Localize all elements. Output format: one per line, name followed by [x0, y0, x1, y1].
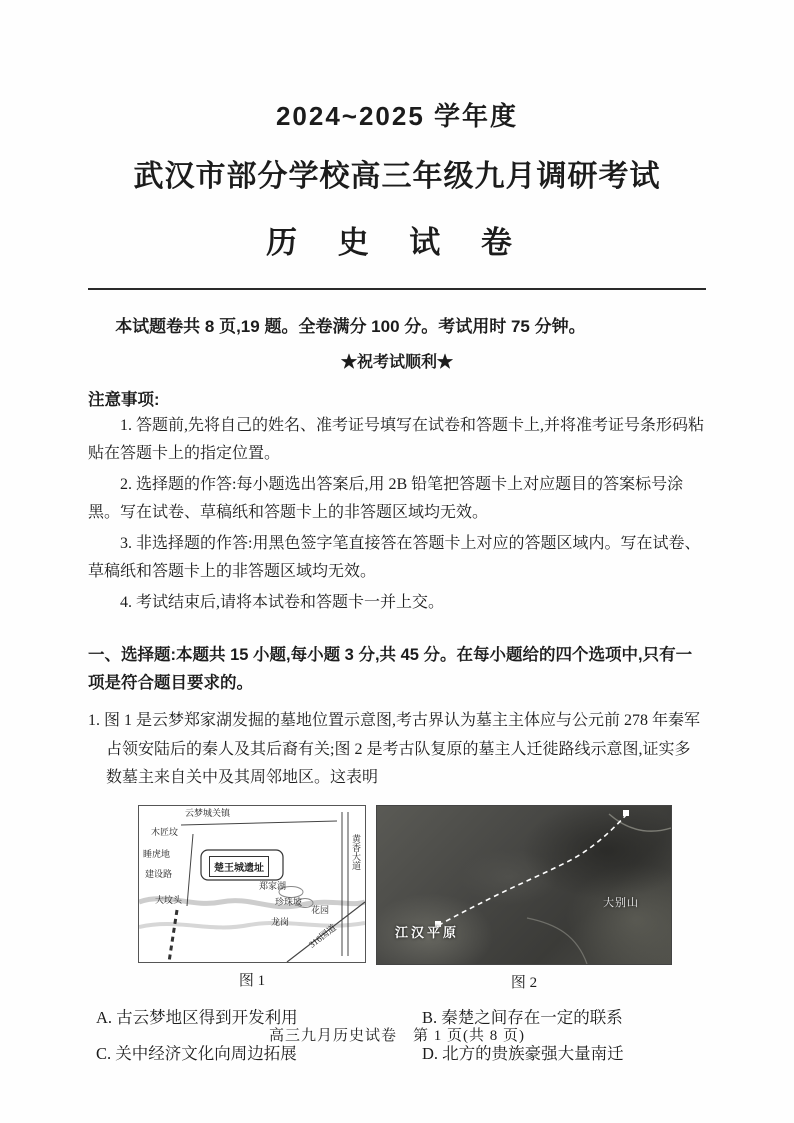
fig1-label-huayuan: 花园 — [311, 904, 330, 915]
fig1-label-shuihudi: 睡虎地 — [143, 848, 171, 859]
fig1-label-mujiangfen: 木匠坟 — [151, 826, 179, 837]
figure-1-caption: 图 1 — [238, 972, 266, 989]
figure-2-caption: 图 2 — [510, 974, 538, 991]
notice-title: 注意事项: — [88, 391, 160, 409]
option-c: C. 关中经济文化向周边拓展 — [96, 1043, 297, 1063]
fig1-label-longgang: 龙岗 — [271, 916, 290, 927]
fig1-label-chuwangcheng-site: 楚王城遗址 — [209, 856, 269, 877]
fig1-label-zhenzhupo: 珍珠坡 — [275, 896, 303, 907]
fig1-label-huangxiang-dadao: 黄香大道 — [351, 833, 361, 870]
exam-name-title: 武汉市部分学校高三年级九月调研考试 — [133, 160, 661, 193]
figure-1-block — [138, 805, 366, 990]
section-1-title: 一、选择题:本题共 15 小题,每小题 3 分,共 45 分。在每小题给的四个选项中,只有一项是符合题目要求的。 — [88, 646, 693, 693]
notice-item-3: 3. 非选择题的作答:用黑色签字笔直接答在答题卡上对应的答题区域内。写在试卷、草稿纸和答题卡上的非答题区域均无效。 — [88, 534, 701, 581]
title-divider — [88, 288, 706, 290]
notice-item-2: 2. 选择题的作答:每小题选出答案后,用 2B 铅笔把答题卡上对应题目的答案标号涂黑。写在试卷、草稿纸和答题卡上的非答题区域均无效。 — [88, 475, 684, 522]
option-d: D. 北方的贵族豪强大量南迁 — [422, 1043, 624, 1063]
fig1-label-jianshelu: 建设路 — [145, 868, 173, 879]
question-1-figures — [138, 805, 706, 992]
subject-title: 历 史 试 卷 — [266, 225, 528, 260]
notice-item-1: 1. 答题前,先将自己的姓名、准考证号填写在试卷和答题卡上,并将准考证号条形码粘贴在答题卡上的指定位置。 — [88, 417, 705, 463]
school-year-title: 2024~2025 学年度 — [275, 101, 519, 131]
notice-item-4: 4. 考试结束后,请将本试卷和答题卡一并上交。 — [120, 593, 445, 611]
figure-2-satellite-map — [376, 805, 672, 965]
fig1-label-zhengjiahu: 郑家湖 — [259, 880, 287, 891]
fig1-label-316-guodao: 316国道 — [306, 922, 338, 950]
page-footer: 高三九月历史试卷 第 1 页(共 8 页) — [269, 1028, 525, 1044]
question-1-stem: 1. 图 1 是云梦郑家湖发掘的墓地位置示意图,考古界认为墓主主体应与公元前 278 年秦军占领安陆后的秦人及其后裔有关;图 2 是考古队复原的墓主人迁徙路线示意图,证实多数墓主来自关中及其周邻地区。这表明 — [88, 712, 701, 787]
fig2-label-dabieshan: 大别山 — [603, 896, 639, 909]
exam-info-line: 本试题卷共 8 页,19 题。全卷满分 100 分。考试用时 75 分钟。 — [115, 317, 586, 336]
wish-line: ★祝考试顺利★ — [340, 354, 453, 371]
figure-1-map-sketch — [138, 805, 366, 963]
fig1-label-dafentou: 大坟头 — [155, 894, 183, 905]
fig2-label-jianghan-plain: 江汉平原 — [395, 924, 460, 940]
figure-2-block — [376, 805, 672, 992]
option-b: B. 秦楚之间存在一定的联系 — [422, 1007, 623, 1027]
option-a: A. 古云梦地区得到开发利用 — [96, 1007, 298, 1027]
fig1-label-town: 云梦城关镇 — [185, 807, 231, 818]
